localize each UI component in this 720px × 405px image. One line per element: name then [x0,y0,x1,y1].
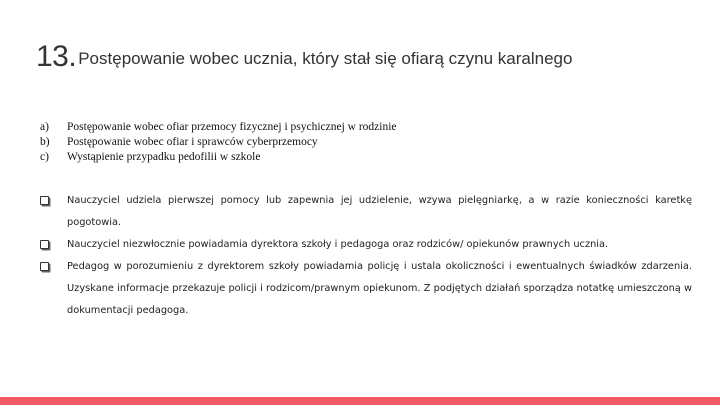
bullet-item [40,256,692,322]
list-marker: a) [40,121,49,133]
list-item [40,150,397,165]
list-marker: c) [40,151,49,163]
ordered-list [40,120,397,165]
title-text: Postępowanie wobec ucznia, który stał się ofiarą czynu karalnego [78,49,573,68]
bullet-item [40,234,692,256]
bullet-text: Nauczyciel niezwłocznie powiadamia dyrektora szkoły i pedagoga oraz rodziców/ opiekunów prawnych ucznia. [67,239,609,250]
list-item-text: Postępowanie wobec ofiar i sprawców cyberprzemocy [67,136,318,148]
slide-title [36,40,572,74]
list-item [40,120,397,135]
title-number: 13. [36,40,77,73]
list-item [40,135,397,150]
checkbox-bullet-icon [40,190,67,234]
list-item-text: Wystąpienie przypadku pedofilii w szkole [67,151,261,163]
bullet-item [40,190,692,234]
bullet-text: Nauczyciel udziela pierwszej pomocy lub zapewnia jej udzielenie, wzywa pielęgniarkę, a w razie konieczności karetkę pogotowia. [67,195,692,228]
bullet-text: Pedagog w porozumieniu z dyrektorem szkoły powiadamia policję i ustala okoliczności i ewentualnych świadków zdarzenia. Uzyskane informacje przekazuje policji i rodzicom/prawnym opiekunom. Z podjętych działań sporządza notatkę umieszczoną w dokumentacji pedagoga. [67,261,692,316]
accent-bar [0,397,720,405]
checkbox-bullet-icon [40,256,67,322]
bullet-list [40,190,692,322]
list-marker: b) [40,136,50,148]
list-item-text: Postępowanie wobec ofiar przemocy fizycznej i psychicznej w rodzinie [67,121,397,133]
checkbox-bullet-icon [40,234,67,256]
